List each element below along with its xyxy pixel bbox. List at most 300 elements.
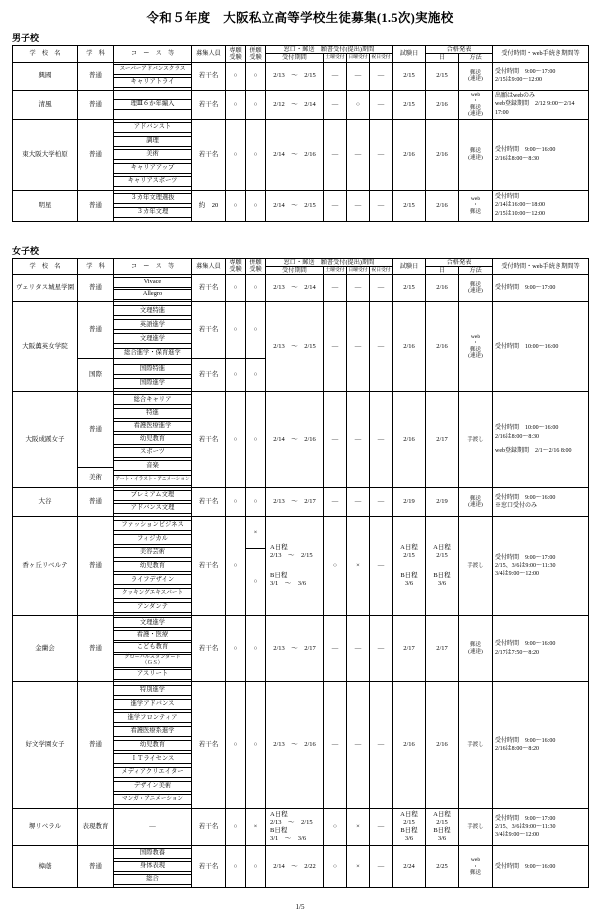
courses-cell [114,488,192,517]
course-dash: — [149,823,156,831]
course-group [114,275,191,301]
holiday-reception-cell: — [370,275,393,302]
courses-cell [114,302,192,392]
heigan-exam-cell: × [246,809,266,846]
announce-method-cell: web ・ 郵送 [459,846,493,888]
heigan-exam-cell: ○ [246,392,266,488]
school-name-cell: ヴェリタス城星学園 [13,275,78,302]
section-label: 男子校 [12,33,40,43]
senga-exam-cell: ○ [226,517,246,616]
course-box: キャリアアップ [114,163,191,174]
course-box: 美容芸術 [114,547,191,558]
course-box: 文理特進 [114,305,191,316]
note-cell: 受付時間 9:00～16:00 2/16は8:00～8:30 [493,119,589,190]
course-box: こども教育 [114,642,191,653]
course-box: 幼児教育 [114,434,191,445]
capacity-cell: 若干名 [192,616,226,682]
school-name-cell: 堺リベラル [13,809,78,846]
note-cell: 受付時間 9:00～17:00 [493,275,589,302]
header-heigan-exam: 併願 受験 [246,258,266,275]
school-row [13,62,589,90]
header-capacity: 募集人員 [192,258,226,275]
school-row [13,392,589,488]
saturday-reception-cell: ○ [324,846,347,888]
course-box: 理Ⅲ６か年編入 [114,99,191,110]
course-box: Vivace [114,277,191,288]
heigan-exam-cell [246,302,266,392]
capacity-cell: 若干名 [192,517,226,616]
course-box: プレミアム文理 [114,490,191,501]
sunday-reception-cell: × [347,846,370,888]
reception-period-cell: 2/14 ～ 2/16 [266,119,324,190]
reception-period-cell: 2/13 ～ 2/15 [266,62,324,90]
school-section [12,31,588,222]
heigan-exam-cell: ○ [246,488,266,517]
course-group [114,91,191,119]
course-group [114,474,191,488]
stack-part: 国際 [78,358,113,391]
department-cell: 普通 [78,488,114,517]
recruitment-table [12,258,589,889]
announce-date-cell: 2/17 [426,392,459,488]
sunday-reception-cell: — [347,275,370,302]
header-note: 受付時間・web手続き期間等 [493,46,589,63]
course-box: ３カ年文理 [114,207,191,218]
school-row [13,517,589,616]
stack-part: ○ [253,326,258,334]
reception-period-cell: A日程 2/13 ～ 2/15 B日程 3/1 ～ 3/6 [266,809,324,846]
school-row [13,809,589,846]
course-stack [114,120,191,190]
stack-part: ○ [246,548,265,615]
note-cell: 受付時間 9:00～16:00 [493,846,589,888]
stack-part: ○ [246,358,265,391]
stack-part: 美術 [78,467,113,487]
header-row-1 [13,46,589,54]
header-course: コ ー ス 等 [114,258,192,275]
course-group [114,809,191,845]
header-sunday-reception: 日曜受付 [348,55,368,61]
course-stack [114,682,191,808]
header-application-period-group: 窓口・郵送 願書受付(提出)期間 [266,46,393,54]
holiday-reception-cell: — [370,517,393,616]
recruitment-table [12,45,589,222]
header-holiday-reception: 祝日受付 [371,267,391,273]
sunday-reception-cell: — [347,682,370,809]
exam-date-cell: 2/15 [393,190,426,221]
stack-part: ○ [226,358,245,391]
announce-method-cell: web ・ 郵送 (速達) [459,302,493,392]
saturday-reception-cell: — [324,682,347,809]
course-group [114,517,191,615]
reception-period-cell: 2/14 ～ 2/22 [266,846,324,888]
course-box: 総合 [114,874,191,885]
department-cell: 普通 [78,682,114,809]
senga-exam-cell: ○ [226,190,246,221]
course-stack [114,275,191,301]
course-stack [114,616,191,681]
courses-cell [114,517,192,616]
header-row-1 [13,258,589,266]
heigan-exam-cell: ○ [246,275,266,302]
note-cell: 受付時間 9:00～17:00 2/15、3/6は9:00～11:30 3/4は9:00～12:00 [493,517,589,616]
exam-date-cell: A日程 2/15 B日程 3/6 [393,517,426,616]
senga-exam-cell: ○ [226,616,246,682]
course-box: アスリート [114,669,191,680]
courses-cell [114,62,192,90]
course-group [114,63,191,90]
saturday-reception-cell: — [324,302,347,392]
exam-date-cell: 2/16 [393,119,426,190]
exam-date-cell: A日程 2/15 B日程 3/6 [393,809,426,846]
department-cell: 普通 [78,62,114,90]
stack-part: × [253,528,258,536]
courses-cell [114,90,192,119]
course-box: 英語進学 [114,319,191,330]
course-stack [114,91,191,119]
sunday-reception-cell: — [347,190,370,221]
saturday-reception-cell: ○ [324,517,347,616]
school-name-cell: 興國 [13,62,78,90]
section-label: 女子校 [12,245,40,256]
capacity-cell: 若干名 [192,62,226,90]
header-saturday-reception: 土曜受付 [325,55,345,61]
course-box: アンダンテ [114,602,191,613]
heigan-exam-cell: ○ [246,90,266,119]
course-box: グローバルスタンダード （ＧＳ） [114,654,191,668]
course-group [114,302,191,361]
announce-date-cell: 2/19 [426,488,459,517]
header-capacity: 募集人員 [192,46,226,63]
school-row [13,616,589,682]
school-section [12,244,588,889]
reception-period-cell: 2/13 ～ 2/17 [266,616,324,682]
course-stack [114,392,191,487]
page-title: 令和５年度 大阪私立高等学校生徒募集(1.5次)実施校 [146,11,454,25]
department-cell: 普通 [78,190,114,221]
header-sunday-reception: 日曜受付 [348,267,368,273]
header-announcement-group: 合格発表 [426,258,493,266]
course-box: ３カ年文理選抜 [114,193,191,204]
header-reception-period: 受付期間 [266,266,324,274]
course-box: 身体表現 [114,861,191,872]
announce-date-cell: A日程 2/15 B日程 3/6 [426,517,459,616]
announce-method-cell: 手渡し [459,809,493,846]
announce-method-cell: 手渡し [459,517,493,616]
course-box: 進学アドバンス [114,699,191,710]
stack-part: 普通 [89,326,102,334]
exam-date-cell: 2/16 [393,302,426,392]
announce-method-cell: 郵送 (速達) [459,62,493,90]
reception-period-cell: 2/14 ～ 2/15 [266,190,324,221]
department-cell: 普通 [78,616,114,682]
note-cell: 受付時間 9:00～16:00 2/16は8:00～8:20 [493,682,589,809]
school-row [13,488,589,517]
school-row [13,190,589,221]
heigan-exam-cell [246,517,266,616]
saturday-reception-cell: — [324,90,347,119]
course-box: スーパーアドバンスクラス [114,64,191,75]
header-holiday-reception: 祝日受付 [371,55,391,61]
course-box: アドバンス文理 [114,503,191,514]
course-box: 美術 [114,149,191,160]
course-box: 音楽 [114,460,191,471]
announce-date-cell: 2/16 [426,275,459,302]
announce-date-cell: 2/16 [426,682,459,809]
exam-date-cell: 2/17 [393,616,426,682]
school-name-cell: 香ヶ丘リベルテ [13,517,78,616]
holiday-reception-cell: — [370,392,393,488]
holiday-reception-cell: — [370,302,393,392]
exam-date-cell: 2/16 [393,682,426,809]
header-application-period-group: 窓口・郵送 願書受付(提出)期間 [266,258,393,266]
saturday-reception-cell: — [324,119,347,190]
header-announce-date: 日 [426,266,459,274]
reception-period-cell: 2/13 ～ 2/14 [266,275,324,302]
courses-cell [114,616,192,682]
capacity-cell: 若干名 [192,392,226,488]
courses-cell [114,846,192,888]
header-announce-method: 方法 [459,54,493,62]
saturday-reception-cell: — [324,392,347,488]
saturday-reception-cell: — [324,190,347,221]
header-department: 学 科 [78,46,114,63]
school-row [13,846,589,888]
course-box: 総合キャリア [114,394,191,405]
course-box: アート・イラスト・アニメーション [114,475,191,486]
announce-date-cell: 2/16 [426,90,459,119]
saturday-reception-cell: — [324,62,347,90]
course-group [114,362,191,392]
note-cell: 受付時間 10:00～16:00 2/16は8:00～8:30 web登録期間 2/1～2/16 8:00 [493,392,589,488]
course-group [114,488,191,516]
announce-method-cell: 郵送 (速達) [459,488,493,517]
note-cell: 受付時間 10:00～16:00 [493,302,589,392]
school-name-cell: 樟蔭 [13,846,78,888]
school-name-cell: 大谷 [13,488,78,517]
course-box: 幼児教育 [114,740,191,751]
header-department: 学 科 [78,258,114,275]
course-stack [114,517,191,615]
holiday-reception-cell: — [370,809,393,846]
sunday-reception-cell: — [347,302,370,392]
course-group [114,846,191,887]
sunday-reception-cell: — [347,62,370,90]
saturday-reception-cell: — [324,616,347,682]
courses-cell [114,190,192,221]
school-name-cell: 東大阪大学柏原 [13,119,78,190]
senga-exam-cell: ○ [226,809,246,846]
header-course: コ ー ス 等 [114,46,192,63]
course-box: 特進 [114,408,191,419]
header-school-name: 学 校 名 [13,258,78,275]
senga-exam-cell: ○ [226,682,246,809]
school-name-cell: 清風 [13,90,78,119]
exam-date-cell: 2/15 [393,275,426,302]
exam-date-cell: 2/24 [393,846,426,888]
note-cell: 受付時間 9:00～17:00 2/15、3/6は9:00～11:30 3/4は9:00～12:00 [493,809,589,846]
department-cell [78,392,114,488]
school-name-cell: 金蘭会 [13,616,78,682]
school-name-cell: 明星 [13,190,78,221]
course-box: スポーツ [114,447,191,458]
department-cell [78,302,114,392]
announce-date-cell: 2/17 [426,616,459,682]
announce-method-cell: 郵送 (速達) [459,616,493,682]
announce-date-cell: 2/25 [426,846,459,888]
header-saturday-reception: 土曜受付 [325,267,345,273]
sunday-reception-cell: × [347,809,370,846]
department-cell: 表現教育 [78,809,114,846]
course-box: 看護・医療 [114,630,191,641]
course-stack [114,302,191,391]
reception-period-cell: 2/13 ～ 2/16 [266,682,324,809]
header-note: 受付時間・web手続き期間等 [493,258,589,275]
announce-method-cell: 手渡し [459,682,493,809]
stack [78,302,113,391]
holiday-reception-cell: — [370,62,393,90]
department-cell: 普通 [78,90,114,119]
course-box: 文理進学 [114,617,191,628]
courses-cell [114,119,192,190]
department-cell: 普通 [78,517,114,616]
course-box: クッキングエキスパート [114,588,191,599]
reception-period-cell: 2/13 ～ 2/15 [266,302,324,392]
courses-cell [114,392,192,488]
header-exam-date: 試験日 [393,46,426,63]
note-cell: 受付時間 9:00～17:00 2/15は9:00～12:00 [493,62,589,90]
announce-date-cell: 2/15 [426,62,459,90]
capacity-cell: 若干名 [192,846,226,888]
school-row [13,682,589,809]
course-box: キャリアトライ [114,77,191,88]
saturday-reception-cell: ○ [324,809,347,846]
school-row [13,119,589,190]
senga-exam-cell [226,302,246,392]
announce-method-cell: 郵送 (速達) [459,275,493,302]
stack-part: 若干名 [198,326,219,334]
stack [226,302,245,391]
course-box: 総合進学・保育進学 [114,348,191,359]
reception-period-cell: 2/12 ～ 2/14 [266,90,324,119]
header-senga-exam: 専願 受験 [226,46,246,63]
course-box: マンガ・アニメーション [114,794,191,805]
course-stack [114,809,191,845]
senga-exam-cell: ○ [226,392,246,488]
stack [192,302,225,391]
capacity-cell: 若干名 [192,119,226,190]
senga-exam-cell: ○ [226,275,246,302]
stack [246,302,265,391]
stack-part: ○ [233,326,238,334]
school-name-cell: 大阪成蹊女子 [13,392,78,488]
reception-period-cell: 2/14 ～ 2/16 [266,392,324,488]
announce-date-cell: 2/16 [426,302,459,392]
course-box: 特別進学 [114,685,191,696]
course-group [114,616,191,681]
capacity-cell: 若干名 [192,90,226,119]
header-senga-exam: 専願 受験 [226,258,246,275]
header-school-name: 学 校 名 [13,46,78,63]
heigan-exam-cell: ○ [246,846,266,888]
announce-method-cell: web ・ 郵送 [459,190,493,221]
header-heigan-exam: 併願 受験 [246,46,266,63]
exam-date-cell: 2/19 [393,488,426,517]
department-cell: 普通 [78,119,114,190]
capacity-cell: 若干名 [192,488,226,517]
course-group [114,191,191,221]
capacity-cell: 若干名 [192,682,226,809]
stack-part: 若干名 [192,358,225,391]
announce-date-cell: A日程 2/15 B日程 3/6 [426,809,459,846]
course-box: アドバンスト [114,122,191,133]
course-box: 国際教養 [114,848,191,859]
note-cell: 受付時間 9:00～16:00 2/17は7:50～8:20 [493,616,589,682]
sunday-reception-cell: — [347,392,370,488]
sunday-reception-cell: — [347,488,370,517]
course-box: Allegro [114,289,191,300]
course-stack [114,63,191,90]
course-group [114,392,191,473]
stack [246,517,265,615]
note-cell: 出願はwebのみ web登録期間 2/12 9:00～2/14 17:00 [493,90,589,119]
holiday-reception-cell: — [370,846,393,888]
course-box: 看護医療進学 [114,421,191,432]
senga-exam-cell: ○ [226,488,246,517]
senga-exam-cell: ○ [226,90,246,119]
header-exam-date: 試験日 [393,258,426,275]
capacity-cell [192,302,226,392]
holiday-reception-cell: — [370,682,393,809]
course-box: 幼児教育 [114,561,191,572]
exam-date-cell: 2/15 [393,62,426,90]
senga-exam-cell: ○ [226,119,246,190]
header-announcement-group: 合格発表 [426,46,493,54]
header-announce-method: 方法 [459,266,493,274]
page-number: 1/5 [295,903,305,909]
course-box: デザイン美術 [114,781,191,792]
announce-method-cell: 郵送 (速達) [459,119,493,190]
courses-cell [114,682,192,809]
holiday-reception-cell: — [370,119,393,190]
sunday-reception-cell: × [347,517,370,616]
heigan-exam-cell: ○ [246,62,266,90]
course-box: ファッションビジネス [114,520,191,531]
course-box: フィジカル [114,534,191,545]
course-box: 進学フロンティア [114,712,191,723]
heigan-exam-cell: ○ [246,682,266,809]
saturday-reception-cell: — [324,488,347,517]
course-box: ライフデザイン [114,574,191,585]
stack-part: 普通 [89,425,102,433]
reception-period-cell: 2/13 ～ 2/17 [266,488,324,517]
course-box: キャリアスポーツ [114,176,191,187]
course-stack [114,846,191,887]
holiday-reception-cell: — [370,190,393,221]
announce-date-cell: 2/16 [426,119,459,190]
courses-cell [114,275,192,302]
course-stack [114,488,191,516]
department-cell: 普通 [78,846,114,888]
stack [78,392,113,487]
course-box: ＩＴライセンス [114,753,191,764]
saturday-reception-cell: — [324,275,347,302]
sunday-reception-cell: — [347,616,370,682]
senga-exam-cell: ○ [226,846,246,888]
course-box: メディアクリエイター [114,767,191,778]
course-group [114,682,191,808]
course-box: 国際特進 [114,364,191,375]
